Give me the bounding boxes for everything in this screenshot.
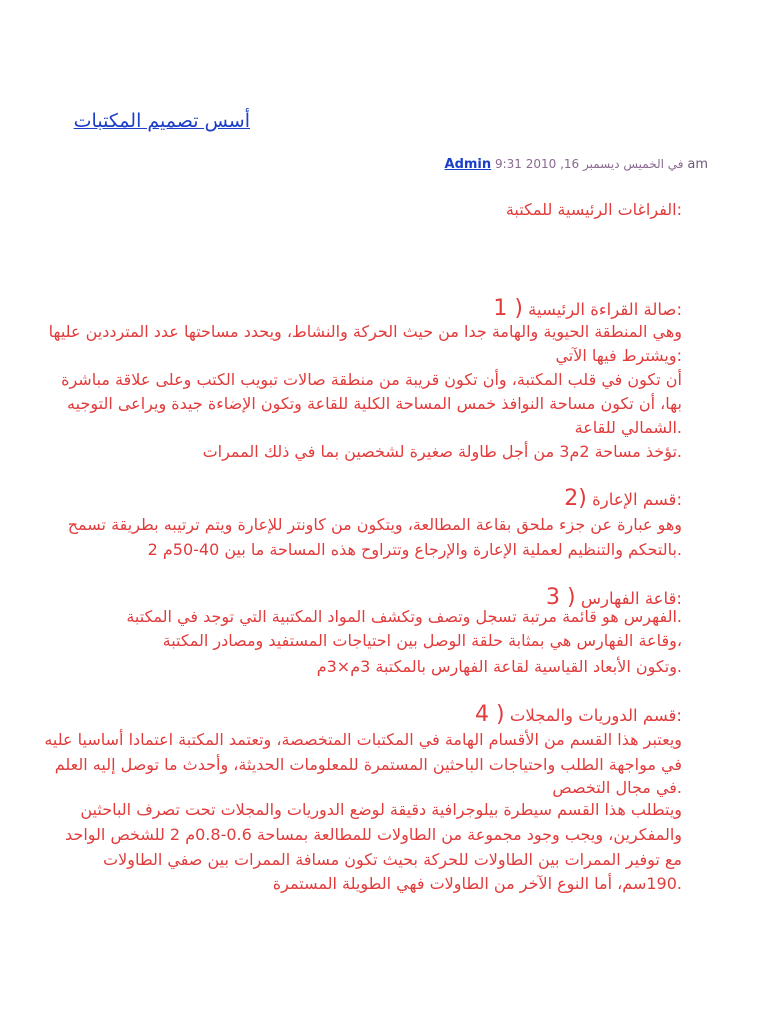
paragraph-line: والمفكرين، ويجب وجود مجموعة من الطاولات للمطالعة بمساحة 0.6-0.8م 2 للشخص الواحد bbox=[65, 825, 682, 844]
paragraph-line: أن تكون في قلب المكتبة، وأن تكون قريبة من منطقة صالات تبويب الكتب وعلى علاقة مباشرة bbox=[61, 370, 682, 389]
section-number: ( 3 bbox=[546, 585, 576, 610]
paragraph-line: .الشمالي للقاعة bbox=[574, 418, 682, 437]
paragraph-line: في مواجهة الطلب واحتياجات الباحثين المستمرة للمعلومات الحديثة، وأحدث ما توصل إليه العلم bbox=[54, 755, 682, 774]
paragraph-line: ،وقاعة الفهارس هي بمثابة حلقة الوصل بين احتياجات المستفيد ومصادر المكتبة bbox=[162, 631, 682, 650]
section-number: ( 4 bbox=[475, 702, 505, 727]
paragraph-line: .وتكون الأبعاد القياسية لقاعة الفهارس بالمكتبة 3م×3م bbox=[316, 657, 682, 676]
paragraph-line: ويتطلب هذا القسم سيطرة بيلوجرافية دقيقة لوضع الدوريات والمجلات تحت تصرف الباحثين bbox=[80, 800, 682, 819]
section-heading-text: :صالة القراءة الرئيسية bbox=[528, 300, 682, 319]
paragraph-line: .تؤخذ مساحة 2م3 من أجل طاولة صغيرة لشخصين بما في ذلك الممرات bbox=[202, 442, 682, 461]
author-link[interactable]: Admin bbox=[444, 157, 492, 172]
section-number: ( 1 bbox=[493, 296, 523, 321]
paragraph-line: .بالتحكم والتنظيم لعملية الإعارة والإرجاع وتتراوح هذه المساحة ما بين 40-50م 2 bbox=[147, 540, 682, 559]
paragraph-line: مع توفير الممرات بين الطاولات للحركة بحيث تكون مسافة الممرات بين صفي الطاولات bbox=[103, 850, 682, 869]
paragraph-line: ويعتبر هذا القسم من الأقسام الهامة في المكتبات المتخصصة، وتعتمد المكتبة اعتمادا أساسيا عليه bbox=[44, 730, 682, 749]
post-meta bbox=[445, 157, 708, 172]
paragraph-line: .الفهرس هو قائمة مرتبة تسجل وتصف وتكشف المواد المكتبية التي توجد في المكتبة bbox=[126, 607, 682, 626]
post-am: am bbox=[687, 157, 708, 172]
paragraph-line: بها، أن تكون مساحة النوافذ خمس المساحة الكلية للقاعة وتكون الإضاءة جيدة ويراعى التوجيه bbox=[67, 394, 682, 413]
section-heading bbox=[475, 702, 682, 727]
post-time: 9:31 2010 ,16 bbox=[494, 157, 580, 171]
paragraph-line: :ويشترط فيها الآتي bbox=[555, 346, 682, 365]
paragraph-line: .في مجال التخصص bbox=[552, 778, 682, 797]
section-heading-text: :قسم الإعارة bbox=[592, 490, 682, 509]
section-heading-text: :قسم الدوريات والمجلات bbox=[509, 706, 682, 725]
paragraph-line: وهي المنطقة الحيوية والهامة جدا من حيث الحركة والنشاط، ويحدد مساحتها عدد المترددين عليها bbox=[48, 322, 682, 341]
section-number: (2 bbox=[564, 486, 587, 511]
paragraph-line: .190سم، أما النوع الآخر من الطاولات فهي الطويلة المستمرة bbox=[272, 874, 682, 893]
section-heading bbox=[493, 296, 682, 321]
paragraph-line: وهو عبارة عن جزء ملحق بقاعة المطالعة، ويتكون من كاونتر للإعارة ويتم ترتيبه بطريقة تسمح bbox=[67, 515, 682, 534]
intro-heading: :الفراغات الرئيسية للمكتبة bbox=[505, 200, 682, 219]
section-heading bbox=[564, 486, 682, 511]
section-heading-text: :قاعة الفهارس bbox=[580, 589, 682, 608]
post-date-prefix: في الخميس ديسمبر bbox=[583, 157, 684, 171]
article-title[interactable]: أسس تصميم المكتبات bbox=[73, 110, 250, 132]
